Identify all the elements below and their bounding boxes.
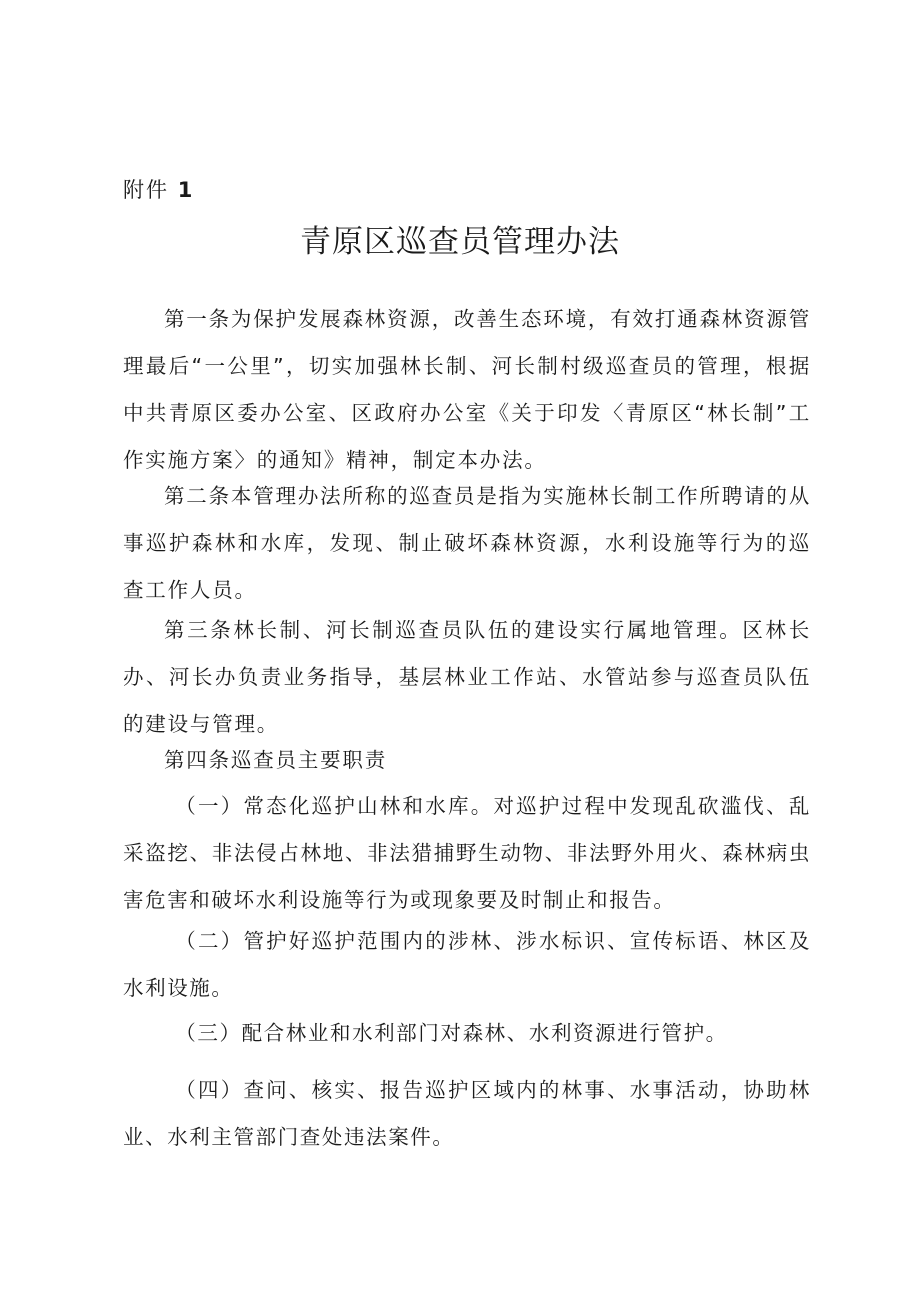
document-title: 青原区巡查员管理办法 — [300, 224, 620, 260]
duty-item-4: （四）查问、核实、报告巡护区域内的林事、水事活动，协助林业、水利主管部门查处违法案件。 — [123, 1078, 811, 1149]
annex-label — [123, 176, 194, 204]
article-1-paragraph: 第一条为保护发展森林资源，改善生态环境，有效打通森林资源管理最后“一公里”，切实加强林长制、河长制村级巡查员的管理，根据中共青原区委办公室、区政府办公室《关于印发〈青原区“林长制”工作实施方案〉的通知》精神，制定本办法。 — [123, 307, 811, 472]
annex-label-text: 附件 — [123, 178, 169, 202]
annex-number: 1 — [177, 178, 195, 202]
duty-item-3: （三）配合林业和水利部门对森林、水利资源进行管护。 — [175, 1021, 728, 1045]
article-3-paragraph: 第三条林长制、河长制巡查员队伍的建设实行属地管理。区林长办、河长办负责业务指导，基层林业工作站、水管站参与巡查员队伍的建设与管理。 — [123, 618, 811, 736]
article-4-heading: 第四条巡查员主要职责 — [164, 748, 387, 772]
duty-item-1: （一）常态化巡护山林和水库。对巡护过程中发现乱砍滥伐、乱采盗挖、非法侵占林地、非法猎捕野生动物、非法野外用火、森林病虫害危害和破坏水利设施等行为或现象要及时制止和报告。 — [123, 794, 811, 912]
article-2-paragraph: 第二条本管理办法所称的巡查员是指为实施林长制工作所聘请的从事巡护森林和水库，发现、制止破坏森林资源，水利设施等行为的巡查工作人员。 — [123, 484, 811, 602]
duty-item-2: （二）管护好巡护范围内的涉林、涉水标识、宣传标语、林区及水利设施。 — [123, 929, 811, 1000]
